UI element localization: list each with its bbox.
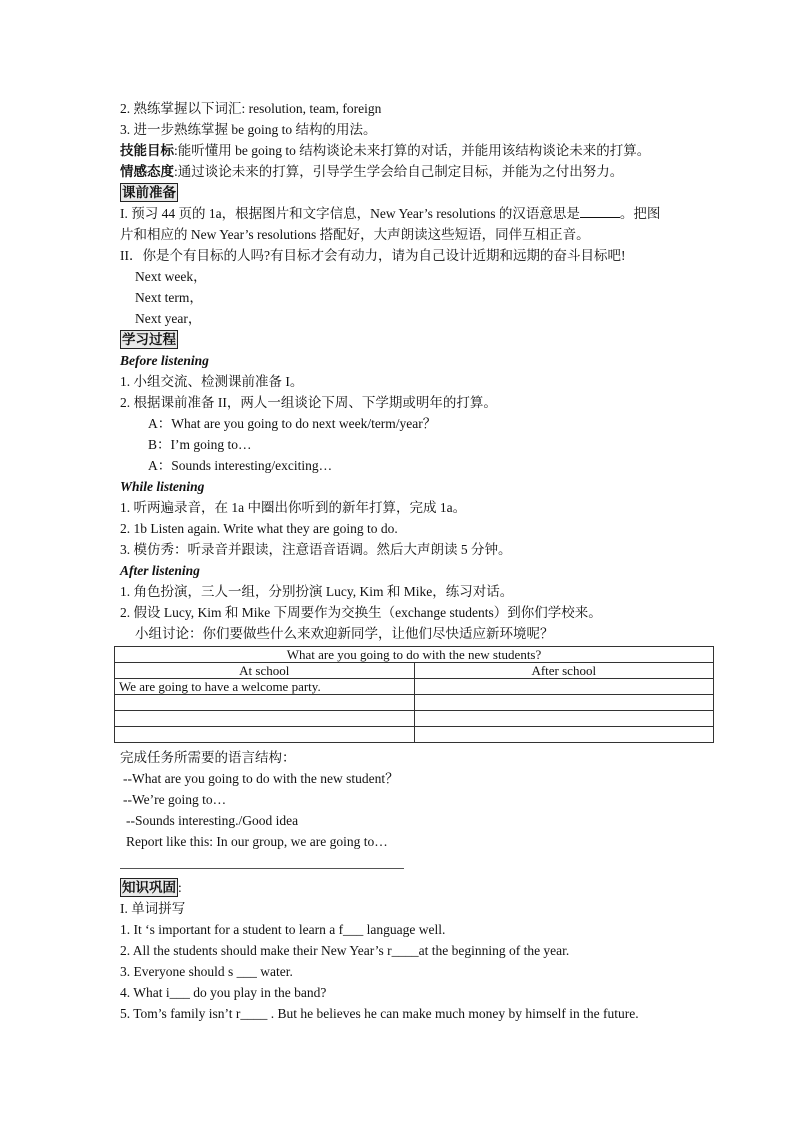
- preview-item-1-cont: 片和相应的 New Year’s resolutions 搭配好，大声朗读这些短语，同伴互相正音。: [120, 227, 590, 242]
- attitude-objective: [120, 161, 720, 182]
- goal-next-year: Next year，: [135, 311, 202, 326]
- attitude-text: :通过谈论未来的打算，引导学生学会给自己制定目标，并能为之付出努力。: [174, 164, 624, 179]
- preview-item-2: II．你是个有目标的人吗?有目标才会有动力，请为自己设计近期和远期的奋斗目标吧!: [120, 248, 626, 263]
- goal-next-term: Next term，: [135, 290, 203, 305]
- after-item-1: 1. 角色扮演，三人一组，分别扮演 Lucy, Kim 和 Mike，练习对话。: [120, 584, 514, 599]
- worksheet: [120, 98, 720, 1024]
- table-cell[interactable]: [115, 711, 415, 727]
- while-item-3: 3. 模仿秀：听录音并跟读，注意语音语调。然后大声朗读 5 分钟。: [120, 542, 512, 557]
- dialog-line-a2: A：Sounds interesting/exciting…: [148, 458, 333, 473]
- dialog-line-b: B：I’m going to…: [148, 437, 252, 452]
- divider-line: [120, 868, 404, 869]
- spelling-q1: 1. It ‘s important for a student to learn a f___ language well.: [120, 922, 446, 937]
- structure-line-1: --What are you going to do with the new student？: [123, 771, 399, 786]
- after-listening-title: After listening: [120, 563, 200, 578]
- preview-item-1-text: I. 预习 44 页的 1a，根据图片和文字信息，New Year’s resolutions 的汉语意思是: [120, 206, 580, 221]
- preview-item-1: [120, 203, 720, 224]
- before-item-2: 2. 根据课前准备 II，两人一组谈论下周、下学期或明年的打算。: [120, 395, 497, 410]
- consolidation-heading: 知识巩固: [122, 880, 176, 895]
- objective-item-2: 2. 熟练掌握以下词汇: resolution, team, foreign: [120, 101, 382, 116]
- structure-line-3: --Sounds interesting./Good idea: [126, 813, 299, 828]
- after-item-2: 2. 假设 Lucy, Kim 和 Mike 下周要作为交换生（exchange students）到你们学校来。: [120, 605, 602, 620]
- attitude-label: 情感态度: [120, 164, 174, 179]
- table-cell[interactable]: [414, 695, 714, 711]
- spelling-q4: 4. What i___ do you play in the band?: [120, 985, 327, 1000]
- spelling-q3: 3. Everyone should s ___ water.: [120, 964, 293, 979]
- goal-next-week: Next week，: [135, 269, 207, 284]
- table-cell[interactable]: [414, 711, 714, 727]
- table-cell[interactable]: [414, 727, 714, 743]
- table-cell[interactable]: [414, 679, 714, 695]
- plan-table: [114, 646, 714, 743]
- preview-item-1-end: 。把图: [619, 206, 661, 221]
- before-item-1: 1. 小组交流、检测课前准备 I。: [120, 374, 304, 389]
- after-item-2-discussion: 小组讨论：你们要做些什么来欢迎新同学，让他们尽快适应新环境呢？: [135, 626, 554, 641]
- spelling-q2: 2. All the students should make their New Year’s r____at the beginning of the year.: [120, 943, 570, 958]
- skill-objective: [120, 140, 720, 161]
- before-listening-title: Before listening: [120, 353, 209, 368]
- while-item-1: 1. 听两遍录音，在 1a 中圈出你听到的新年打算，完成 1a。: [120, 500, 467, 515]
- process-heading: 学习过程: [122, 332, 176, 347]
- structure-line-2: --We’re going to…: [123, 792, 227, 807]
- while-item-2: 2. 1b Listen again. Write what they are going to do.: [120, 521, 398, 536]
- structure-line-4: Report like this: In our group, we are going to…: [126, 834, 388, 849]
- table-cell[interactable]: [115, 695, 415, 711]
- table-cell[interactable]: [115, 727, 415, 743]
- table-header-after-school: After school: [414, 663, 714, 679]
- consolidation-heading-row: [120, 877, 720, 898]
- spelling-subtitle: I. 单词拼写: [120, 901, 186, 916]
- answer-blank: [580, 217, 620, 218]
- spelling-q5: 5. Tom’s family isn’t r____ . But he believes he can make much money by himself in the future.: [120, 1006, 639, 1021]
- skill-label: 技能目标: [120, 143, 174, 158]
- while-listening-title: While listening: [120, 479, 205, 494]
- table-cell[interactable]: We are going to have a welcome party.: [115, 679, 415, 695]
- skill-text: :能听懂用 be going to 结构谈论未来打算的对话，并能用该结构谈论未来的打算。: [174, 143, 651, 158]
- table-title: What are you going to do with the new students?: [115, 647, 714, 663]
- structures-title: 完成任务所需要的语言结构：: [120, 750, 296, 765]
- preview-heading: 课前准备: [122, 185, 176, 200]
- dialog-line-a: A：What are you going to do next week/term/year？: [148, 416, 437, 431]
- objective-item-3: 3. 进一步熟练掌握 be going to 结构的用法。: [120, 122, 377, 137]
- table-header-at-school: At school: [115, 663, 415, 679]
- heading-colon: :: [178, 880, 182, 895]
